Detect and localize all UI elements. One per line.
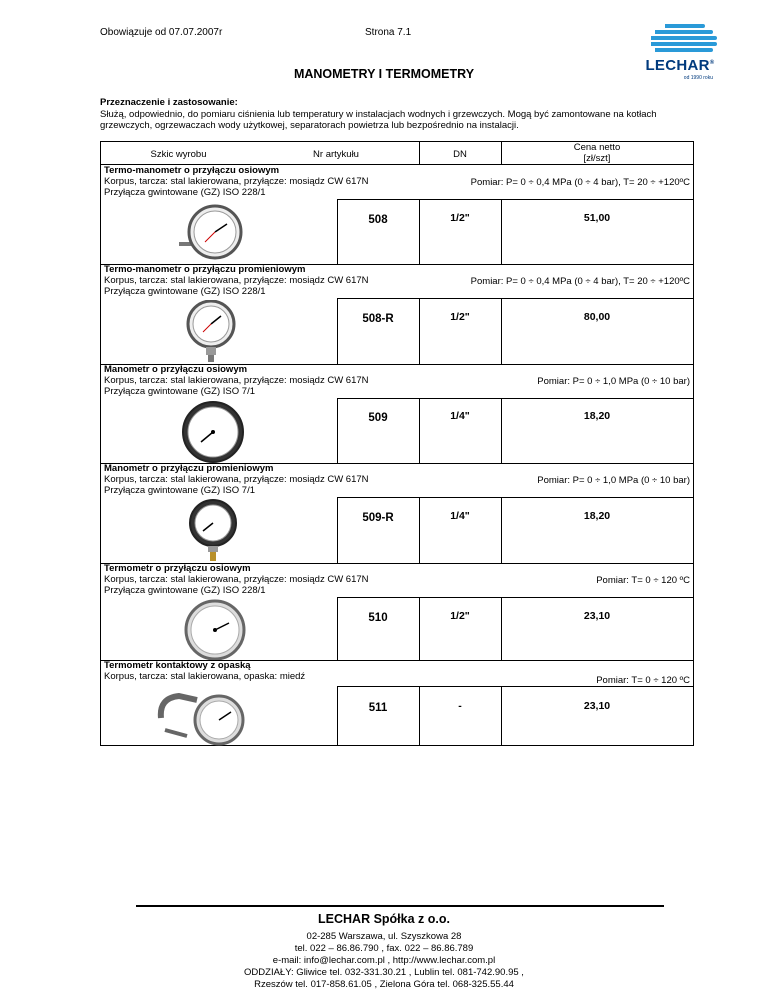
- price-value: 18,20: [583, 510, 611, 522]
- footer-branches-2: Rzeszów tel. 017-858.61.05 , Zielona Góra tel. 068-325.55.44: [254, 979, 514, 990]
- section-desc: Korpus, tarcza: stal lakierowana, przyłącze: mosiądz CW 617N: [104, 275, 369, 286]
- valid-from-date: Obowiązuje od 07.07.2007r: [100, 27, 223, 38]
- article-number: 510: [368, 612, 388, 624]
- section-title: Termo-manometr o przyłączu osiowym: [104, 165, 280, 176]
- article-number: 509: [368, 412, 388, 424]
- section-range: Pomiar: T= 0 ÷ 120 ºC: [596, 675, 690, 686]
- dn-value: 1/4": [450, 410, 470, 422]
- price-value: 23,10: [583, 700, 611, 712]
- section-desc: Przyłącza gwintowane (GZ) ISO 228/1: [104, 585, 266, 596]
- col-header-sketch: Szkic wyrobu: [150, 149, 207, 160]
- dn-value: 1/2": [450, 311, 470, 323]
- logo-stripes-icon: [651, 24, 721, 56]
- col-header-price: Cena netto [zł/szt]: [573, 142, 621, 164]
- col-header-article: Nr artykułu: [313, 149, 359, 160]
- page-number: Strona 7.1: [365, 27, 412, 38]
- thermo-manometer-axial-icon: [175, 202, 255, 262]
- dn-value: 1/2": [450, 212, 470, 224]
- product-table: [100, 141, 694, 746]
- page-title: MANOMETRY I TERMOMETRY: [293, 67, 475, 81]
- lechar-logo: [645, 24, 725, 88]
- section-desc: Przyłącza gwintowane (GZ) ISO 228/1: [104, 187, 266, 198]
- section-range: Pomiar: P= 0 ÷ 1,0 MPa (0 ÷ 10 bar): [537, 376, 690, 387]
- section-range: Pomiar: T= 0 ÷ 120 ºC: [596, 575, 690, 586]
- section-desc: Przyłącza gwintowane (GZ) ISO 228/1: [104, 286, 266, 297]
- article-number: 509-R: [362, 512, 394, 524]
- section-title: Termometr kontaktowy z opaską: [104, 660, 251, 671]
- section-desc: Korpus, tarcza: stal lakierowana, przyłącze: mosiądz CW 617N: [104, 375, 369, 386]
- thermo-manometer-radial-icon: [179, 300, 249, 364]
- logo-since: od 1990 roku: [683, 75, 713, 81]
- section-title: Manometr o przyłączu promieniowym: [104, 463, 274, 474]
- footer-divider: [136, 905, 664, 907]
- col-header-dn: DN: [453, 149, 467, 160]
- price-value: 18,20: [583, 410, 611, 422]
- footer-address: 02-285 Warszawa, ul. Szyszkowa 28: [306, 931, 462, 942]
- purpose-heading: Przeznaczenie i zastosowanie:: [100, 97, 238, 108]
- section-desc: Korpus, tarcza: stal lakierowana, przyłącze: mosiądz CW 617N: [104, 574, 369, 585]
- footer-branches: ODDZIAŁY: Gliwice tel. 032-331.30.21 , Lublin tel. 081-742.90.95 ,: [244, 967, 524, 978]
- section-desc: Korpus, tarcza: stal lakierowana, przyłącze: mosiądz CW 617N: [104, 474, 369, 485]
- logo-brand: LECHAR®: [645, 57, 715, 74]
- contact-thermometer-icon: [157, 690, 257, 746]
- price-value: 80,00: [583, 311, 611, 323]
- section-title: Termometr o przyłączu osiowym: [104, 563, 251, 574]
- section-desc: Korpus, tarcza: stal lakierowana, przyłącze: mosiądz CW 617N: [104, 176, 369, 187]
- dn-value: -: [458, 700, 462, 712]
- section-title: Manometr o przyłączu osiowym: [104, 364, 248, 375]
- section-range: Pomiar: P= 0 ÷ 1,0 MPa (0 ÷ 10 bar): [537, 475, 690, 486]
- footer-phone: tel. 022 – 86.86.790 , fax. 022 – 86.86.789: [294, 943, 474, 954]
- price-value: 23,10: [583, 610, 611, 622]
- article-number: 508-R: [362, 313, 394, 325]
- section-range: Pomiar: P= 0 ÷ 0,4 MPa (0 ÷ 4 bar), T= 20 ÷ +120ºC: [470, 177, 690, 188]
- section-range: Pomiar: P= 0 ÷ 0,4 MPa (0 ÷ 4 bar), T= 20 ÷ +120ºC: [470, 276, 690, 287]
- manometer-axial-icon: [173, 400, 253, 464]
- dn-value: 1/2": [450, 610, 470, 622]
- footer-company: LECHAR Spółka z o.o.: [318, 912, 450, 926]
- section-desc: Przyłącza gwintowane (GZ) ISO 7/1: [104, 386, 255, 397]
- price-value: 51,00: [583, 212, 611, 224]
- thermometer-axial-icon: [175, 599, 255, 661]
- section-desc: Przyłącza gwintowane (GZ) ISO 7/1: [104, 485, 255, 496]
- dn-value: 1/4": [450, 510, 470, 522]
- section-desc: Korpus, tarcza: stal lakierowana, opaska: miedź: [104, 671, 306, 682]
- manometer-radial-icon: [181, 499, 251, 563]
- article-number: 508: [368, 214, 388, 226]
- footer-contact: e-mail: info@lechar.com.pl , http://www.lechar.com.pl: [272, 955, 496, 966]
- purpose-text: Służą, odpowiednio, do pomiaru ciśnienia lub temperatury w instalacjach wodnych i grzewczych. Mogą być zamontowane na kotłach grzewczych, ogrzewaczach wody użytkowej, separatorach powietrza lub bezpośrednio na instalacji.: [100, 109, 657, 131]
- section-title: Termo-manometr o przyłączu promieniowym: [104, 264, 306, 275]
- article-number: 511: [368, 702, 388, 714]
